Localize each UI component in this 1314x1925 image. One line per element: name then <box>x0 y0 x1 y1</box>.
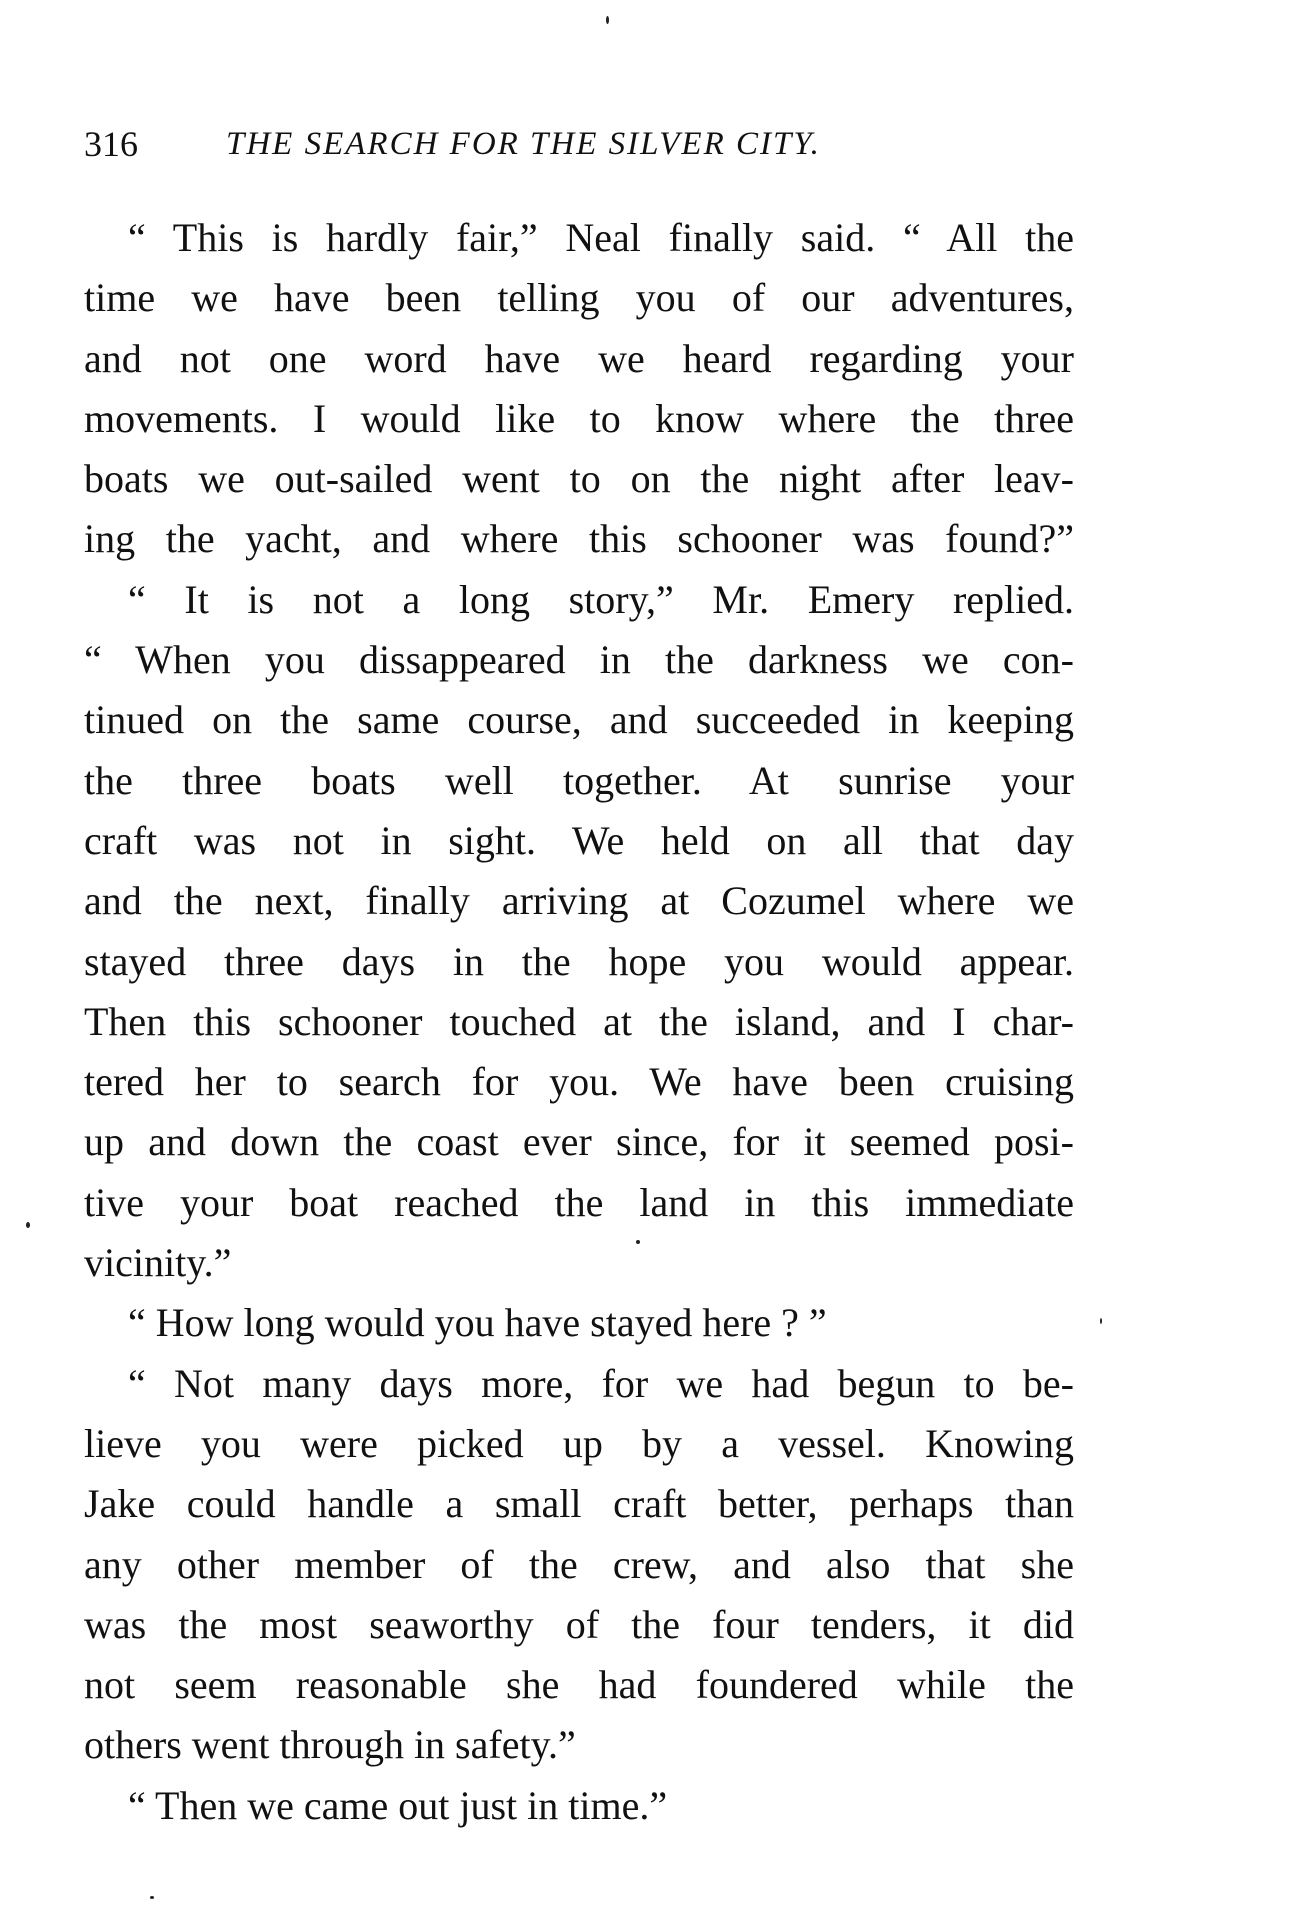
text-line: “ It is not a long story,” Mr. Emery replied. <box>128 576 1074 622</box>
text-line: “ How long would you have stayed here ? ” <box>128 1300 827 1346</box>
text-line: “ Not many days more, for we had begun to be- <box>128 1360 1074 1406</box>
text-line: any other member of the crew, and also that she <box>84 1541 1074 1587</box>
print-speck <box>606 16 609 24</box>
text-line: ing the yacht, and where this schooner was found?” <box>84 516 1074 562</box>
text-line: tered her to search for you. We have been cruising <box>84 1059 1074 1105</box>
text-line: the three boats well together. At sunrise your <box>84 757 1074 803</box>
text-line: up and down the coast ever since, for it seemed posi- <box>84 1119 1074 1165</box>
text-line: others went through in safety.” <box>84 1722 576 1768</box>
text-line: “ Then we came out just in time.” <box>128 1782 668 1828</box>
text-line: Jake could handle a small craft better, perhaps than <box>84 1481 1074 1527</box>
body-text <box>84 208 1074 1836</box>
print-speck <box>26 1222 30 1228</box>
text-line: lieve you were picked up by a vessel. Knowing <box>84 1420 1074 1466</box>
print-speck <box>1100 1318 1102 1324</box>
running-title: THE SEARCH FOR THE SILVER CITY. <box>226 126 821 162</box>
text-line: tinued on the same course, and succeeded in keeping <box>84 697 1074 743</box>
text-line: and the next, finally arriving at Cozumel where we <box>84 878 1074 924</box>
print-speck <box>150 1896 154 1899</box>
page-header <box>84 122 1074 166</box>
page-number: 316 <box>84 124 138 164</box>
text-line: not seem reasonable she had foundered while the <box>84 1662 1074 1708</box>
text-line: was the most seaworthy of the four tenders, it did <box>84 1601 1074 1647</box>
text-line: boats we out-sailed went to on the night after leav- <box>84 456 1074 502</box>
text-line: tive your boat reached the land in this immediate <box>84 1179 1074 1225</box>
text-line: time we have been telling you of our adventures, <box>84 275 1074 321</box>
text-line: vicinity.” <box>84 1240 232 1286</box>
text-line: stayed three days in the hope you would appear. <box>84 938 1074 984</box>
text-line: Then this schooner touched at the island, and I char- <box>84 998 1074 1044</box>
print-speck <box>636 1240 640 1244</box>
text-line: and not one word have we heard regarding your <box>84 335 1074 381</box>
text-line: “ When you dissappeared in the darkness we con- <box>84 637 1074 683</box>
text-line: movements. I would like to know where the three <box>84 395 1074 441</box>
text-line: craft was not in sight. We held on all that day <box>84 817 1074 863</box>
text-line: “ This is hardly fair,” Neal finally said. “ All the <box>128 215 1074 260</box>
